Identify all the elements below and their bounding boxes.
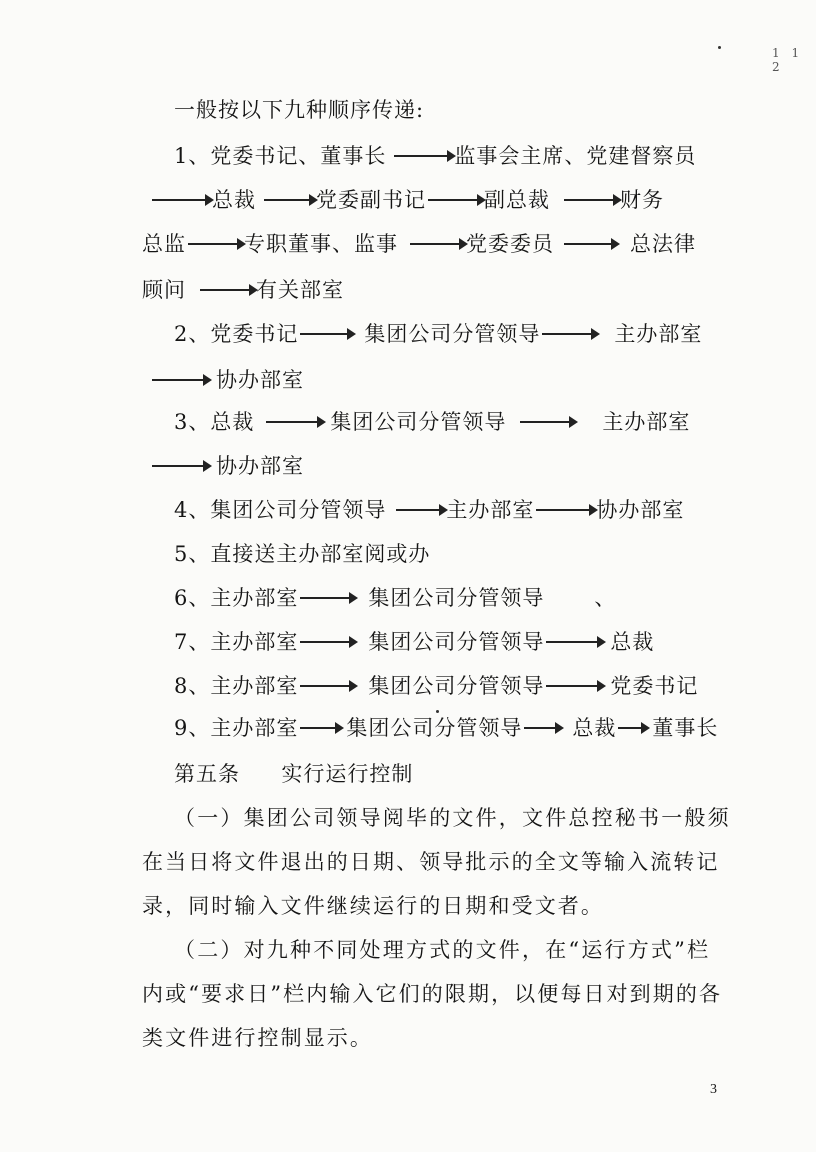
flow-node: 党委书记 (610, 674, 699, 698)
flow-arrow (152, 465, 208, 467)
flow-arrow (300, 333, 352, 335)
sequence-6-line-1 (174, 584, 616, 612)
flow-node: 主办部室 (614, 322, 703, 346)
flow-node: 董事长 (652, 716, 719, 740)
flow-node: 直接送主办部室阅或办 (210, 542, 431, 566)
flow-node: 主办部室 (210, 674, 299, 698)
paragraph-2-line-2: 内或“要求日”栏内输入它们的限期，以便每日对到期的各 (142, 982, 723, 1006)
paragraph-2-line-1: （二）对九种不同处理方式的文件，在“运行方式”栏 (174, 938, 711, 962)
flow-arrow (188, 243, 242, 245)
flow-arrow (546, 641, 602, 643)
seq-label: 9、 (174, 716, 211, 740)
flow-arrow (542, 333, 596, 335)
flow-node: 主办部室 (210, 630, 299, 654)
flow-node: 集团公司分管领导 (368, 630, 545, 654)
sequence-2-line-1 (174, 320, 702, 348)
flow-arrow (428, 199, 482, 201)
flow-arrow (200, 289, 254, 291)
sequence-3-line-2 (150, 452, 304, 480)
sequence-9-line-1 (174, 714, 718, 742)
corner-mark: 1 1 2 (772, 46, 804, 74)
flow-arrow (410, 243, 464, 245)
paragraph-1-line-3: 录，同时输入文件继续运行的日期和受文者。 (142, 894, 604, 918)
flow-node: 集团公司分管领导 (368, 674, 545, 698)
flow-arrow (300, 641, 354, 643)
seq-label: 6、 (174, 586, 211, 610)
flow-arrow (300, 727, 340, 729)
flow-node: 党委委员 (466, 232, 554, 256)
flow-node: 总裁 (572, 716, 617, 740)
flow-arrow (536, 509, 594, 511)
flow-node: 集团公司分管领导 (210, 498, 387, 522)
flow-node: 主办部室 (210, 586, 299, 610)
paragraph-1-line-1: （一）集团公司领导阅毕的文件，文件总控秘书一般须 (174, 806, 731, 830)
sequence-1-line-4 (142, 276, 344, 304)
article-heading (174, 760, 413, 788)
flow-node: 集团公司分管领导 (368, 586, 545, 610)
flow-node: 总裁 (212, 188, 256, 212)
sequence-3-line-1 (174, 408, 690, 436)
article-title: 实行运行控制 (281, 762, 414, 786)
flow-node: 协办部室 (216, 368, 304, 392)
seq-label: 8、 (174, 674, 211, 698)
seq-label: 3、 (174, 410, 211, 434)
flow-arrow (300, 685, 354, 687)
sequence-1-line-2 (150, 186, 664, 214)
flow-arrow (396, 509, 444, 511)
flow-node: 顾问 (142, 278, 186, 302)
seq-label: 7、 (174, 630, 211, 654)
flow-arrow (264, 199, 314, 201)
sequence-1-line-3 (142, 230, 696, 258)
seq-label: 2、 (174, 322, 211, 346)
flow-arrow (546, 685, 602, 687)
scan-speck (718, 46, 721, 49)
flow-node: 有关部室 (256, 278, 344, 302)
flow-arrow (618, 727, 646, 729)
flow-node: 总裁 (210, 410, 255, 434)
flow-node: 集团公司分管领导 (346, 716, 523, 740)
sequence-2-line-2 (150, 366, 304, 394)
flow-arrow (394, 155, 452, 157)
flow-arrow (152, 379, 208, 381)
sequence-8-line-1 (174, 672, 698, 700)
flow-arrow (564, 243, 616, 245)
flow-node: 集团公司分管领导 (330, 410, 507, 434)
flow-node: 党委书记 (210, 322, 299, 346)
flow-node: 专职董事、监事 (244, 232, 398, 256)
article-number: 第五条 (174, 762, 240, 786)
scan-speck (436, 710, 439, 713)
flow-arrow (564, 199, 618, 201)
stray-mark: 、 (594, 586, 617, 610)
sequence-5-line-1 (174, 540, 430, 568)
sequence-1-line-1 (174, 142, 696, 170)
seq-label: 4、 (174, 498, 211, 522)
flow-node: 党委副书记 (316, 188, 426, 212)
flow-node: 副总裁 (484, 188, 550, 212)
flow-node: 监事会主席、党建督察员 (454, 144, 697, 168)
flow-node: 总监 (142, 232, 186, 256)
page-number: 3 (710, 1082, 717, 1097)
flow-node: 总法律 (630, 232, 696, 256)
flow-arrow (520, 421, 574, 423)
flow-node: 总裁 (610, 630, 655, 654)
flow-node: 党委书记、董事长 (210, 144, 387, 168)
intro-line: 一般按以下九种顺序传递: (174, 98, 425, 122)
flow-node: 主办部室 (602, 410, 691, 434)
seq-label: 5、 (174, 542, 211, 566)
flow-arrow (524, 727, 560, 729)
paragraph-1-line-2: 在当日将文件退出的日期、领导批示的全文等输入流转记 (142, 850, 720, 874)
paragraph-2-line-3: 类文件进行控制显示。 (142, 1026, 373, 1050)
flow-node: 集团公司分管领导 (364, 322, 541, 346)
flow-arrow (300, 597, 354, 599)
sequence-4-line-1 (174, 496, 684, 524)
flow-arrow (266, 421, 322, 423)
flow-node: 协办部室 (216, 454, 304, 478)
seq-label: 1、 (174, 144, 211, 168)
flow-node: 主办部室 (210, 716, 299, 740)
flow-node: 主办部室 (446, 498, 535, 522)
sequence-7-line-1 (174, 628, 654, 656)
flow-node: 协办部室 (596, 498, 685, 522)
flow-node: 财务 (620, 188, 664, 212)
flow-arrow (152, 199, 210, 201)
